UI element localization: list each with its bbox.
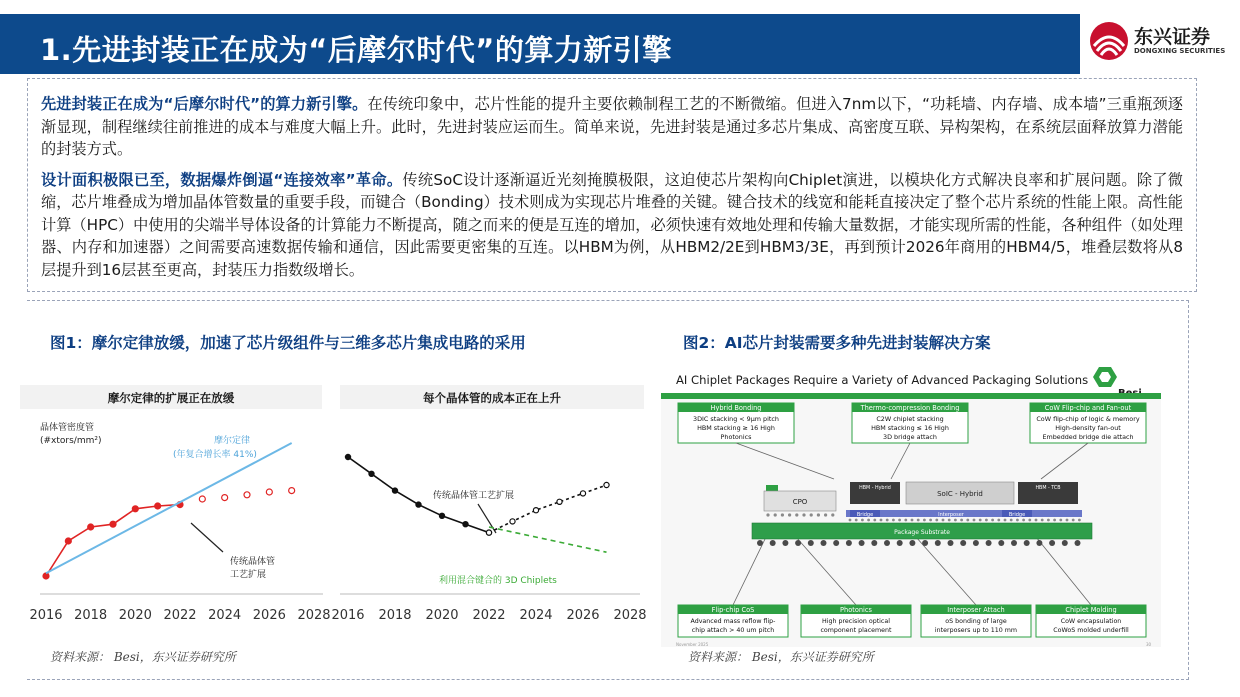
solder-ball bbox=[884, 540, 890, 546]
figure-2-source: 资料来源： Besi，东兴证券研究所 bbox=[688, 650, 874, 664]
figure-1-svg bbox=[18, 383, 646, 631]
chart-2-annot-3d: 利用混合键合的 3D Chiplets bbox=[439, 576, 557, 586]
bottom-box-photonics bbox=[801, 605, 911, 637]
figure-1-source: 资料来源： Besi，东兴证券研究所 bbox=[50, 650, 236, 664]
chart-1-annot-cagr: (年复合增长率 41%) bbox=[173, 450, 257, 460]
summary-text-box bbox=[27, 78, 1197, 292]
chart-1-x-tick: 2028 bbox=[297, 608, 331, 623]
solder-ball bbox=[757, 540, 763, 546]
chart-1-x-tick: 2016 bbox=[29, 608, 63, 623]
solder-ball bbox=[960, 540, 966, 546]
chart-1-series-1-point bbox=[289, 488, 295, 494]
chart-1-series-0-point bbox=[110, 521, 116, 527]
chart-1-x-tick: 2026 bbox=[252, 608, 286, 623]
chart-1-x-tick: 2020 bbox=[118, 608, 152, 623]
chart-1-series-1-point bbox=[199, 496, 205, 502]
figure-2-diagram bbox=[656, 365, 1166, 650]
chart-1-series-0-point bbox=[132, 506, 138, 512]
micro-bump bbox=[991, 519, 994, 522]
micro-bump bbox=[802, 513, 805, 516]
top-box-title: Hybrid Bonding bbox=[710, 404, 762, 412]
paragraph-2 bbox=[41, 169, 1183, 282]
logo-name-en: DONGXING SECURITIES bbox=[1134, 47, 1226, 55]
chart-2-series-0-point bbox=[416, 502, 421, 507]
chart-1-ylabel-line2: (#xtors/mm²) bbox=[40, 436, 102, 446]
solder-ball bbox=[1075, 540, 1081, 546]
top-box-hybrid-bonding bbox=[678, 403, 794, 443]
chart-2-series-0-point bbox=[439, 513, 444, 518]
interposer bbox=[846, 510, 1082, 517]
solder-ball bbox=[998, 540, 1004, 546]
micro-bump bbox=[1035, 519, 1038, 522]
diagram-title: AI Chiplet Packages Require a Variety of Advanced Packaging Solutions bbox=[676, 373, 1089, 387]
diagram-footer: November 2025 bbox=[676, 642, 709, 647]
top-box-line: HBM stacking ≤ 16 High bbox=[871, 424, 949, 432]
chart-1-series-0-point bbox=[155, 503, 161, 509]
micro-bump bbox=[997, 519, 1000, 522]
package-cross-section bbox=[752, 482, 1092, 546]
chart-2-series-1-point bbox=[604, 482, 609, 487]
micro-bump bbox=[824, 513, 827, 516]
page-title: 1.先进封装正在成为“后摩尔时代”的算力新引擎 bbox=[40, 33, 672, 67]
bottom-box-title: Flip-chip CoS bbox=[711, 606, 755, 614]
micro-bump bbox=[1004, 519, 1007, 522]
dongxing-logo-icon bbox=[1088, 20, 1130, 62]
diagram-top-stripe bbox=[661, 393, 1161, 399]
chart-2-series-1-point bbox=[557, 499, 562, 504]
solder-ball bbox=[986, 540, 992, 546]
solder-ball bbox=[922, 540, 928, 546]
paragraph-1-text: 在传统印象中，芯片性能的提升主要依赖制程工艺的不断微缩。但进入7nm以下，“功耗墙、内存墙、成本墙”三重瓶颈逐渐显现，制程继续往前推进的成本与难度大幅上升。此时，先进封装应运而生。简单来说，先进封装是通过多芯片集成、高密度互联、异构架构，在系统层面释放算力潜能的封装方式。 bbox=[41, 95, 1183, 158]
micro-bump bbox=[1066, 519, 1069, 522]
chart-1-x-tick: 2018 bbox=[74, 608, 108, 623]
top-box-line: Photonics bbox=[720, 433, 752, 441]
chart-2-series-0-point bbox=[463, 522, 468, 527]
micro-bump bbox=[831, 513, 834, 516]
solder-ball bbox=[1036, 540, 1042, 546]
hbm-tcb-label: HBM - TCB bbox=[1035, 486, 1061, 491]
micro-bump bbox=[966, 519, 969, 522]
micro-bump bbox=[795, 513, 798, 516]
chart-1-annot-trad-2: 工艺扩展 bbox=[230, 570, 267, 580]
top-box-line: CoW flip-chip of logic & memory bbox=[1036, 415, 1140, 423]
solder-ball bbox=[973, 540, 979, 546]
solder-ball bbox=[859, 540, 865, 546]
micro-bump bbox=[861, 519, 864, 522]
chart-1-ylabel-line1: 晶体管密度管 bbox=[40, 423, 95, 433]
micro-bump bbox=[1010, 519, 1013, 522]
chart-1-series-0-point bbox=[43, 573, 49, 579]
micro-bump bbox=[788, 513, 791, 516]
top-box-cow-flipchip bbox=[1030, 403, 1146, 443]
micro-bump bbox=[898, 519, 901, 522]
micro-bump bbox=[1041, 519, 1044, 522]
chart-1-series-1-point bbox=[222, 495, 228, 501]
chart-1-title: 摩尔定律的扩展正在放缓 bbox=[107, 391, 235, 405]
logo-name-cn: 东兴证券 bbox=[1134, 26, 1211, 48]
chart-2-annot-trad: 传统晶体管工艺扩展 bbox=[433, 491, 515, 501]
paragraph-2-text: 传统SoC设计逐渐逼近光刻掩膜极限，这迫使芯片架构向Chiplet演进，以模块化方式解决良率和扩展问题。除了微缩，芯片堆叠成为增加晶体管数量的重要手段，而键合（Bonding）技术则成为实现芯片堆叠的关键。键合技术的线宽和能耗直接决定了整个芯片系统的性能上限。高性能计算（HPC）中使用的尖端半导体设备的计算能力不断提高，随之而来的便是互连的增加，必须快速有效地处理和传输大量数据，才能实现所需的性能，各种组件（如处理器、内存和加速器）之间需要高速数据传输和通信，因此需要更密集的互连。以HBM为例，从HBM2/2E到HBM3/3E，再到预计2026年商用的HBM4/5，堆叠层数将从8层提升到16层甚至更高，封装压力指数级增长。 bbox=[41, 170, 1183, 279]
solder-ball bbox=[948, 540, 954, 546]
chart-1-series-0-point bbox=[65, 538, 71, 544]
micro-bump bbox=[781, 513, 784, 516]
top-box-line: 3DIC stacking < 9µm pitch bbox=[693, 415, 779, 423]
solder-ball bbox=[846, 540, 852, 546]
soic-label: SoIC - Hybrid bbox=[937, 490, 983, 498]
chart-2-series-2-line bbox=[489, 527, 607, 552]
bottom-box-line: interposers up to 110 mm bbox=[934, 627, 1018, 634]
company-logo bbox=[1088, 20, 1228, 66]
bottom-box-line: oS bonding of large bbox=[945, 618, 1007, 625]
solder-ball bbox=[1011, 540, 1017, 546]
bridge-right-label: Bridge bbox=[1008, 512, 1026, 518]
interposer-label: Interposer bbox=[938, 512, 964, 518]
chart-2-series-0-point bbox=[392, 488, 397, 493]
solder-ball bbox=[935, 540, 941, 546]
chart-1-series-2-line bbox=[46, 443, 292, 573]
solder-ball bbox=[909, 540, 915, 546]
solder-ball bbox=[897, 540, 903, 546]
bottom-box-interposer-attach bbox=[921, 605, 1031, 637]
micro-bump bbox=[942, 519, 945, 522]
figure-1-caption: 图1：摩尔定律放缓，加速了芯片级组件与三维多芯片集成电路的采用 bbox=[50, 334, 526, 352]
chart-2-x-tick: 2018 bbox=[378, 608, 412, 623]
figure-1-charts bbox=[18, 383, 646, 631]
chart-1-x-tick: 2024 bbox=[208, 608, 242, 623]
solder-ball bbox=[871, 540, 877, 546]
micro-bump bbox=[1022, 519, 1025, 522]
chart-2-x-tick: 2028 bbox=[613, 608, 646, 623]
bottom-box-line: CoWoS molded underfill bbox=[1053, 627, 1129, 634]
micro-bump bbox=[1078, 519, 1081, 522]
micro-bump bbox=[817, 513, 820, 516]
chart-2-x-tick: 2016 bbox=[331, 608, 365, 623]
chart-2-series-0-point bbox=[369, 471, 374, 476]
chart-1-x-tick: 2022 bbox=[163, 608, 197, 623]
micro-bump bbox=[917, 519, 920, 522]
bridge-left-label: Bridge bbox=[856, 512, 874, 518]
top-box-title: Thermo-compression Bonding bbox=[860, 404, 960, 412]
chart-2-x-tick: 2022 bbox=[472, 608, 506, 623]
solder-ball bbox=[1024, 540, 1030, 546]
bottom-box-chiplet-molding bbox=[1036, 605, 1146, 637]
solder-ball bbox=[821, 540, 827, 546]
micro-bump bbox=[960, 519, 963, 522]
title-bar bbox=[0, 14, 1080, 74]
chart-1-series-1-point bbox=[244, 492, 250, 498]
solder-ball bbox=[1062, 540, 1068, 546]
micro-bump bbox=[929, 519, 932, 522]
micro-bump bbox=[935, 519, 938, 522]
micro-bump bbox=[923, 519, 926, 522]
figure-2-caption: 图2：AI芯片封装需要多种先进封装解决方案 bbox=[683, 334, 991, 352]
top-box-line: HBM stacking ≥ 16 High bbox=[697, 424, 775, 432]
micro-bump bbox=[867, 519, 870, 522]
micro-bump bbox=[1016, 519, 1019, 522]
figure-2-svg bbox=[656, 365, 1166, 650]
bottom-box-title: Photonics bbox=[840, 606, 872, 614]
chart-2-series-1-point bbox=[486, 530, 491, 535]
chart-2-series-0-point bbox=[345, 454, 350, 459]
solder-ball bbox=[808, 540, 814, 546]
micro-bump bbox=[774, 513, 777, 516]
chart-2-title: 每个晶体管的成本正在上升 bbox=[423, 391, 561, 405]
micro-bump bbox=[1059, 519, 1062, 522]
chart-1-annot-trad-1: 传统晶体管 bbox=[230, 557, 276, 567]
micro-bump bbox=[855, 519, 858, 522]
micro-bump bbox=[904, 519, 907, 522]
paragraph-2-lead: 设计面积极限已至，数据爆炸倒逼“连接效率”革命。 bbox=[41, 170, 403, 189]
micro-bump bbox=[911, 519, 914, 522]
hbm-hybrid-label: HBM - Hybrid bbox=[859, 486, 891, 491]
chart-1-series-0-point bbox=[88, 524, 94, 530]
top-box-line: Embedded bridge die attach bbox=[1042, 433, 1134, 441]
chart-1-annot-moore: 摩尔定律 bbox=[214, 436, 251, 446]
top-box-line: C2W chiplet stacking bbox=[876, 415, 944, 423]
micro-bump bbox=[849, 519, 852, 522]
micro-bump bbox=[973, 519, 976, 522]
top-box-title: CoW Flip-chip and Fan-out bbox=[1044, 404, 1132, 412]
chart-1-series-1-point bbox=[266, 489, 272, 495]
solder-ball bbox=[782, 540, 788, 546]
chart-2-x-tick: 2026 bbox=[566, 608, 600, 623]
micro-bump bbox=[886, 519, 889, 522]
solder-ball bbox=[1049, 540, 1055, 546]
bottom-box-line: CoW encapsulation bbox=[1060, 618, 1122, 625]
micro-bump bbox=[1047, 519, 1050, 522]
top-box-line: High-density fan-out bbox=[1055, 424, 1121, 432]
chart-2-series-1-point bbox=[580, 491, 585, 496]
chart-1-pointer-line bbox=[191, 523, 223, 552]
micro-bump bbox=[810, 513, 813, 516]
bottom-box-line: High precision optical bbox=[821, 618, 891, 625]
solder-ball bbox=[833, 540, 839, 546]
micro-bump bbox=[1028, 519, 1031, 522]
bottom-box-line: chip attach > 40 um pitch bbox=[691, 627, 775, 634]
top-box-line: 3D bridge attach bbox=[883, 433, 937, 441]
bottom-box-line: component placement bbox=[820, 627, 892, 634]
micro-bump bbox=[985, 519, 988, 522]
micro-bump bbox=[979, 519, 982, 522]
micro-bump bbox=[873, 519, 876, 522]
top-box-tc-bonding bbox=[852, 403, 968, 443]
diagram-page-number: 30 bbox=[1146, 642, 1152, 647]
chart-2-x-tick: 2024 bbox=[519, 608, 553, 623]
micro-bump bbox=[1072, 519, 1075, 522]
bottom-box-title: Chiplet Molding bbox=[1065, 606, 1117, 614]
bottom-box-flipchip-cos bbox=[678, 605, 788, 637]
chart-2-series-1-point bbox=[510, 519, 515, 524]
paragraph-1 bbox=[41, 93, 1183, 161]
micro-bump bbox=[892, 519, 895, 522]
micro-bump bbox=[880, 519, 883, 522]
cpo-label: CPO bbox=[792, 498, 808, 506]
micro-bump bbox=[948, 519, 951, 522]
bottom-box-line: Advanced mass reflow flip- bbox=[690, 618, 776, 625]
paragraph-1-lead: 先进封装正在成为“后摩尔时代”的算力新引擎。 bbox=[41, 95, 368, 113]
chart-2-series-1-point bbox=[533, 508, 538, 513]
micro-bump bbox=[1053, 519, 1056, 522]
package-substrate-label: Package Substrate bbox=[894, 529, 950, 536]
chart-2-x-tick: 2020 bbox=[425, 608, 459, 623]
bottom-box-title: Interposer Attach bbox=[947, 606, 1005, 614]
solder-ball bbox=[795, 540, 801, 546]
micro-bump bbox=[954, 519, 957, 522]
micro-bump bbox=[766, 513, 769, 516]
solder-ball bbox=[770, 540, 776, 546]
